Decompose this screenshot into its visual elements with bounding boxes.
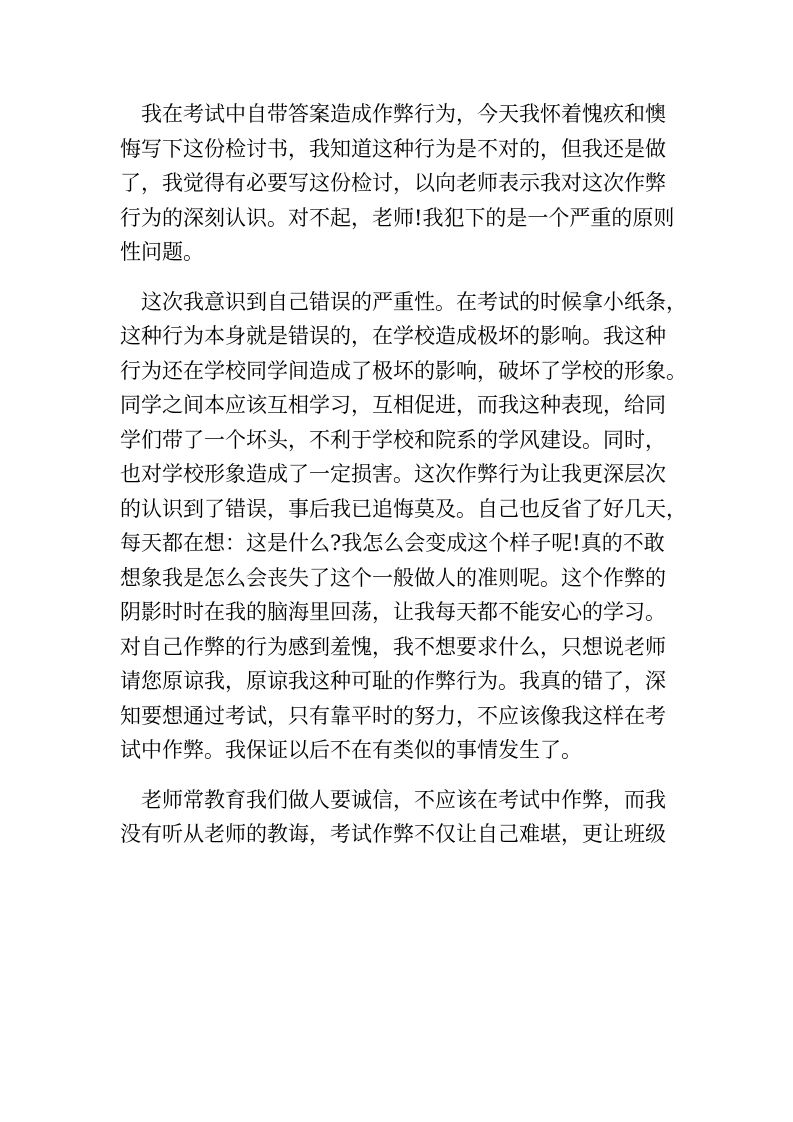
paragraph-line: 每天都在想：这是什么?我怎么会变成这个样子呢!真的不敢 [120, 531, 665, 555]
document-page [120, 97, 687, 867]
paragraph-line: 这种行为本身就是错误的，在学校造成极坏的影响。我这种 [120, 324, 666, 348]
paragraph-line: 我在考试中自带答案造成作弊行为，今天我怀着愧疚和懊 [141, 102, 666, 126]
paragraph-line: 同学之间本应该互相学习，互相促进，而我这种表现，给同 [120, 393, 666, 417]
paragraph-line: 这次我意识到自己错误的严重性。在考试的时候拿小纸条， [141, 289, 687, 314]
paragraph-line: 请您原谅我，原谅我这种可耻的作弊行为。我真的错了，深 [120, 669, 666, 693]
paragraph-3 [120, 783, 682, 852]
paragraph-line: 行为还在学校同学间造成了极坏的影响，破坏了学校的形象。 [120, 358, 687, 383]
paragraph-line: 也对学校形象造成了一定损害。这次作弊行为让我更深层次 [120, 462, 666, 486]
paragraph-1 [120, 97, 682, 270]
paragraph-line: 没有听从老师的教诲，考试作弊不仅让自己难堪，更让班级 [120, 822, 666, 846]
paragraph-line: 老师常教育我们做人要诚信，不应该在考试中作弊，而我 [141, 787, 666, 812]
paragraph-line: 阴影时时在我的脑海里回荡，让我每天都不能安心的学习。 [120, 600, 666, 624]
paragraph-line: 的认识到了错误，事后我已追悔莫及。自己也反省了好几天， [120, 496, 687, 521]
paragraph-line: 想象我是怎么会丧失了这个一般做人的准则呢。这个作弊的 [120, 565, 666, 590]
paragraph-line: 学们带了一个坏头，不利于学校和院系的学风建设。同时， [120, 427, 666, 452]
paragraph-line: 行为的深刻认识。对不起，老师!我犯下的是一个严重的原则 [120, 205, 675, 230]
paragraph-line: 知要想通过考试，只有靠平时的努力，不应该像我这样在考 [120, 703, 666, 728]
paragraph-line: 悔写下这份检讨书，我知道这种行为是不对的，但我还是做 [120, 136, 666, 161]
paragraph-line: 了，我觉得有必要写这份检讨，以向老师表示我对这次作弊 [120, 171, 666, 195]
paragraph-line: 性问题。 [120, 240, 204, 264]
paragraph-line: 试中作弊。我保证以后不在有类似的事情发生了。 [120, 738, 582, 762]
paragraph-2 [120, 285, 687, 768]
paragraph-line: 对自己作弊的行为感到羞愧，我不想要求什么，只想说老师 [120, 634, 666, 659]
